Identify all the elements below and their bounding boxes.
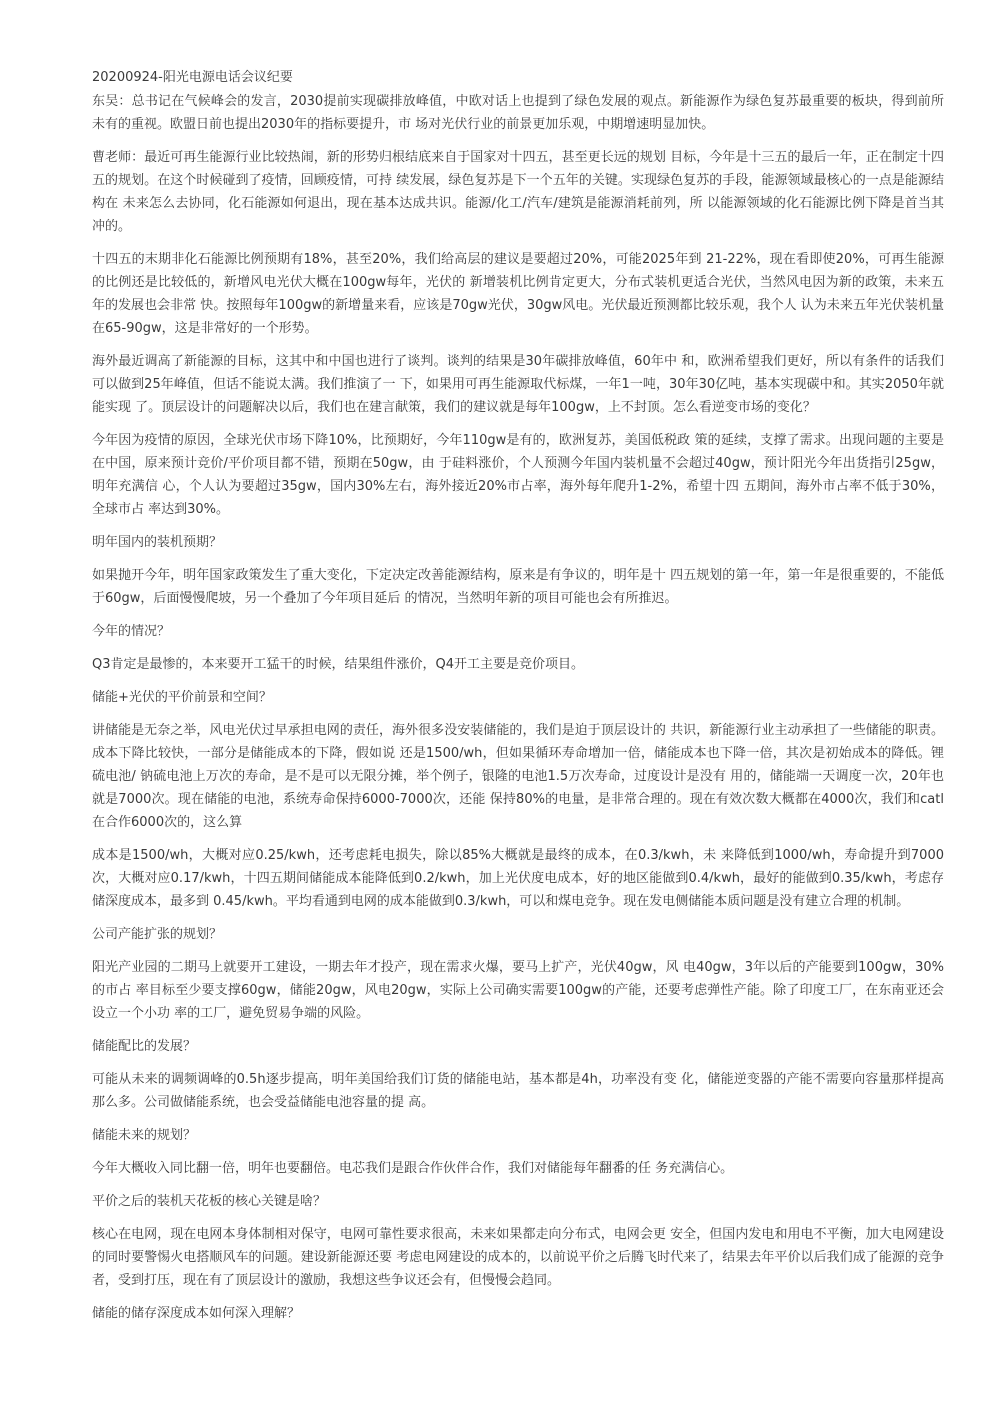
paragraph: 今年大概收入同比翻一倍，明年也要翻倍。电芯我们是跟合作伙伴合作，我们对储能每年翻番的任 务充满信心。 — [92, 1161, 734, 1176]
question-heading: 平价之后的装机天花板的核心关键是啥？ — [92, 1194, 327, 1209]
paragraph: 阳光产业园的二期马上就要开工建设，一期去年才投产，现在需求火爆，要马上扩产，光伏40gw，风 电40gw，3年以后的产能要到100gw，30%的市占 率目标至少要支撑60gw，储能20gw，风电20gw，实际上公司确实需要100gw的产能，还要考虑弹性产能。除了印度工厂，在东南亚还会设立一个小功 率的工厂，避免贸易争端的风险。 — [92, 960, 944, 1021]
paragraph: 东吴：总书记在气候峰会的发言，2030提前实现碳排放峰值，中欧对话上也提到了绿色发展的观点。新能源作为绿色复苏最重要的板块，得到前所未有的重视。欧盟日前也提出2030年的指标要提升，市 场对光伏行业的前景更加乐观，中期增速明显加快。 — [92, 94, 944, 132]
question-heading: 储能的储存深度成本如何深入理解？ — [92, 1306, 301, 1321]
document-page — [92, 66, 944, 1335]
paragraph: 海外最近调高了新能源的目标，这其中和中国也进行了谈判。谈判的结果是30年碳排放峰值，60年中 和，欧洲希望我们更好，所以有条件的话我们可以做到25年峰值，但话不能说太满。我们推演了一 下，如果用可再生能源取代标煤，一年1一吨，30年30亿吨，基本实现碳中和。其实2050年就能实现 了。顶层设计的问题解决以后，我们也在建言献策，我们的建议就是每年100gw，上不封顶。怎么看逆变市场的变化？ — [92, 354, 944, 415]
question-heading: 公司产能扩张的规划？ — [92, 927, 223, 942]
question-heading: 储能+光伏的平价前景和空间？ — [92, 690, 272, 705]
paragraph: 十四五的末期非化石能源比例预期有18%，甚至20%，我们给高层的建议是要超过20%，可能2025年到 21-22%，现在看即使20%，可再生能源的比例还是比较低的，新增风电光伏大概在100gw每年，光伏的 新增装机比例肯定更大，分布式装机更适合光伏，当然风电因为新的政策，未来五年的发展也会非常 快。按照每年100gw的新增量来看，应该是70gw光伏，30gw风电。光伏最近预测都比较乐观，我个人 认为未来五年光伏装机量在65-90gw，这是非常好的一个形势。 — [92, 252, 944, 336]
question-heading: 今年的情况？ — [92, 624, 171, 639]
paragraph: Q3肯定是最惨的，本来要开工猛干的时候，结果组件涨价，Q4开工主要是竞价项目。 — [92, 657, 585, 672]
question-heading: 储能未来的规划？ — [92, 1128, 197, 1143]
question-heading: 储能配比的发展？ — [92, 1039, 197, 1054]
paragraph: 可能从未来的调频调峰的0.5h逐步提高，明年美国给我们订货的储能电站，基本都是4h，功率没有变 化，储能逆变器的产能不需要向容量那样提高那么多。公司做储能系统，也会受益储能电池容量的提 高。 — [92, 1072, 944, 1110]
question-heading: 明年国内的装机预期？ — [92, 535, 223, 550]
paragraph: 核心在电网，现在电网本身体制相对保守，电网可靠性要求很高，未来如果都走向分布式，电网会更 安全，但国内发电和用电不平衡，加大电网建设的同时要警惕火电搭顺风车的问题。建设新能源还要 考虑电网建设的成本的，以前说平价之后腾飞时代来了，结果去年平价以后我们成了能源的竞争者，受到打压，现在有了顶层设计的激励，我想这些争议还会有，但慢慢会趋同。 — [92, 1227, 944, 1288]
paragraph: 成本是1500/wh，大概对应0.25/kwh，还考虑耗电损失，除以85%大概就是最终的成本，在0.3/kwh，未 来降低到1000/wh，寿命提升到7000次，大概对应0.17/kwh，十四五期间储能成本能降低到0.2/kwh，加上光伏度电成本，好的地区能做到0.4/kwh，最好的能做到0.35/kwh，考虑存储深度成本，最多到 0.45/kwh。平均看通到电网的成本能做到0.3/kwh，可以和煤电竞争。现在发电侧储能本质问题是没有建立合理的机制。 — [92, 848, 944, 909]
paragraph: 今年因为疫情的原因，全球光伏市场下降10%，比预期好，今年110gw是有的，欧洲复苏，美国低税政 策的延续，支撑了需求。出现问题的主要是在中国，原来预计竞价/平价项目都不错，预期在50gw，由 于硅料涨价，个人预测今年国内装机量不会超过40gw，预计阳光今年出货指引25gw，明年充满信 心，个人认为要超过35gw，国内30%左右，海外接近20%市占率，海外每年爬升1-2%，希望十四 五期间，海外市占率不低于30%，全球市占 率达到30%。 — [92, 433, 944, 517]
paragraph: 曹老师：最近可再生能源行业比较热闹，新的形势归根结底来自于国家对十四五，甚至更长远的规划 目标，今年是十三五的最后一年，正在制定十四五的规划。在这个时候碰到了疫情，回顾疫情，可持 续发展，绿色复苏是下一个五年的关键。实现绿色复苏的手段，能源领域最核心的一点是能源结构在 未来怎么去协同，化石能源如何退出，现在基本达成共识。能源/化工/汽车/建筑是能源消耗前列，所 以能源领域的化石能源比例下降是首当其冲的。 — [92, 150, 944, 234]
paragraph: 如果抛开今年，明年国家政策发生了重大变化，下定决定改善能源结构，原来是有争议的，明年是十 四五规划的第一年，第一年是很重要的，不能低于60gw，后面慢慢爬坡，另一个叠加了今年项目延后 的情况，当然明年新的项目可能也会有所推迟。 — [92, 568, 944, 606]
document-title: 20200924-阳光电源电话会议纪要 — [92, 70, 293, 85]
paragraph: 讲储能是无奈之举，风电光伏过早承担电网的责任，海外很多没安装储能的，我们是迫于顶层设计的 共识，新能源行业主动承担了一些储能的职责。成本下降比较快，一部分是储能成本的下降，假如说 还是1500/wh，但如果循环寿命增加一倍，储能成本也下降一倍，其次是初始成本的降低。锂硫电池/ 钠硫电池上万次的寿命，是不是可以无限分摊，举个例子，银隆的电池1.5万次寿命，过度设计是没有 用的，储能端一天调度一次，20年也就是7000次。现在储能的电池，系统寿命保持6000-7000次，还能 保持80%的电量，是非常合理的。现在有效次数大概都在4000次，我们和catl在合作6000次的，这么算 — [92, 723, 944, 830]
